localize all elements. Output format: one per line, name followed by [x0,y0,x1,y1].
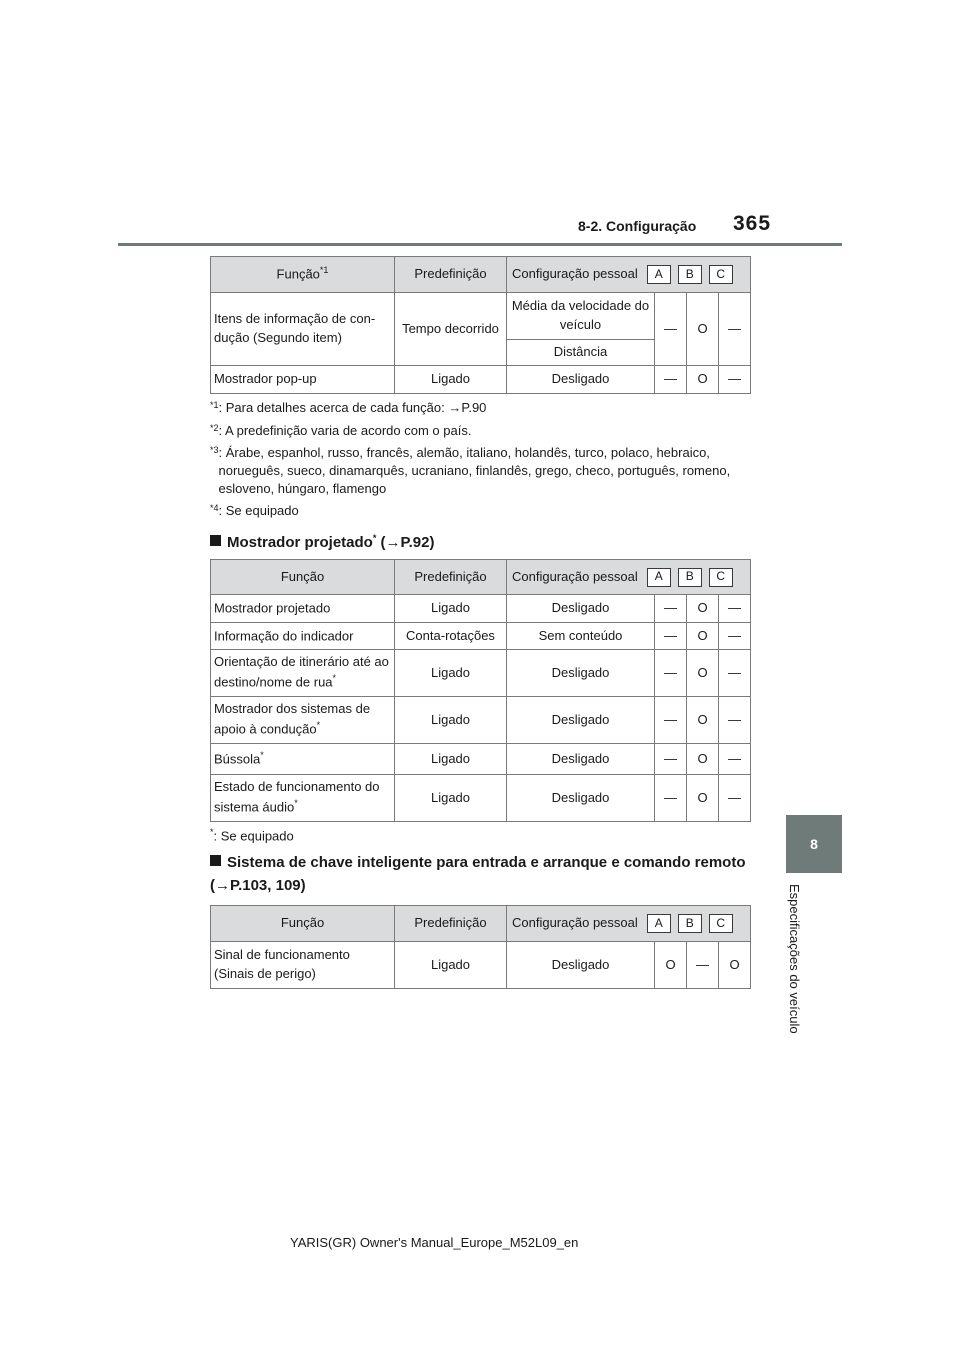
settings-table-3 [210,905,751,989]
c-cell: — [719,775,751,822]
letter-b-box: B [678,568,702,587]
default-cell: Ligado [395,775,507,822]
table-row [211,595,751,623]
function-cell: Mostrador projetado [211,595,395,623]
custom-cell: Desligado [507,775,655,822]
settings-table-1 [210,256,751,394]
b-cell: O [687,366,719,394]
section-heading-head-up-display: Mostrador projetado* (→P.92) [210,532,434,555]
b-cell: O [687,595,719,623]
function-cell: Itens de informação de con-dução (Segundo item) [211,293,395,366]
letter-a-box: A [647,914,671,933]
b-cell: O [687,623,719,650]
letter-b-box: B [678,914,702,933]
header-rule [118,243,842,246]
function-cell: Estado de funcionamento do sistema áudio* [211,775,395,822]
c-cell: — [719,623,751,650]
function-cell: Informação do indicador [211,623,395,650]
a-cell: — [655,366,687,394]
option-cell: Distância [507,340,655,366]
c-cell: — [719,697,751,744]
c-cell: — [719,650,751,697]
custom-cell: Desligado [507,650,655,697]
table-row [211,366,751,394]
custom-cell: Sem conteúdo [507,623,655,650]
c-cell: — [719,744,751,775]
table-row [211,744,751,775]
square-bullet-icon [210,535,221,546]
c-cell: — [719,595,751,623]
b-cell: O [687,744,719,775]
option-cell: Média da velocidade do veículo [507,293,655,340]
section-heading-smart-key: Sistema de chave inteligente para entrada e arranque e comando remoto (→P.103, 109) [210,854,746,894]
table-row [211,942,751,989]
header-custom: Configuração pessoal A B C [507,257,751,293]
footnote: $^{*1}$ : Para detalhes acerca de cada função: →P.90 [210,400,487,415]
a-cell: — [655,293,687,366]
footnote: *: Se equipado [210,827,294,844]
letter-c-box: C [709,265,733,284]
letter-b-box: B [678,265,702,284]
a-cell: — [655,775,687,822]
a-cell: — [655,744,687,775]
custom-cell: Desligado [507,595,655,623]
default-cell: Ligado [395,744,507,775]
c-cell: — [719,366,751,394]
a-cell: — [655,697,687,744]
c-cell: O [719,942,751,989]
a-cell: — [655,650,687,697]
chapter-number: 8 [810,836,818,852]
footnotes [210,399,770,524]
c-cell: — [719,293,751,366]
table-row [211,775,751,822]
custom-cell: Desligado [507,744,655,775]
square-bullet-icon [210,855,221,866]
header-function: Função$^{*1}$ [211,257,395,293]
function-cell: Mostrador dos sistemas de apoio à condução* [211,697,395,744]
table-header-row [211,560,751,595]
b-cell: O [687,293,719,366]
letter-c-box: C [709,914,733,933]
footnote: $^{*3}$ : Árabe, espanhol, russo, francês, alemão, italiano, holandês, turco, polaco, hebraico, norueguês, sueco, dinamarquês, ucraniano, finlandês, grego, checo, português, romeno, esloveno, húngaro, flamengo [210,445,731,497]
function-cell: Sinal de funcionamento (Sinais de perigo) [211,942,395,989]
table-row [211,650,751,697]
header-default: Predefinição [395,560,507,595]
header-default: Predefinição [395,257,507,293]
a-cell: — [655,595,687,623]
default-cell: Ligado [395,942,507,989]
a-cell: — [655,623,687,650]
function-cell: Bússola* [211,744,395,775]
table-header-row [211,257,751,293]
section-title: 8-2. Configuração [578,218,697,234]
custom-cell: Desligado [507,366,655,394]
page-number: 365 [733,212,772,235]
custom-cell: Desligado [507,942,655,989]
header-custom: Configuração pessoal A B C [507,906,751,942]
b-cell: — [687,942,719,989]
chapter-tab [786,815,842,873]
chapter-label [782,884,806,1084]
b-cell: O [687,775,719,822]
table-row [211,697,751,744]
chapter-label-text: Especificações do veículo [787,884,802,1034]
default-cell: Tempo decorrido [395,293,507,366]
a-cell: O [655,942,687,989]
table-header-row [211,906,751,942]
header-default: Predefinição [395,906,507,942]
default-cell: Ligado [395,366,507,394]
letter-a-box: A [647,568,671,587]
settings-table-2 [210,559,751,822]
footnote: $^{*2}$ : A predefinição varia de acordo com o país. [210,422,472,438]
table-row [211,293,751,340]
function-cell: Mostrador pop-up [211,366,395,394]
custom-cell: Desligado [507,697,655,744]
default-cell: Conta-rotações [395,623,507,650]
b-cell: O [687,697,719,744]
footnote: $^{*4}$ : Se equipado [210,502,299,518]
letter-a-box: A [647,265,671,284]
header-custom: Configuração pessoal A B C [507,560,751,595]
function-cell: Orientação de itinerário até ao destino/nome de rua* [211,650,395,697]
header-function: Função [211,560,395,595]
b-cell: O [687,650,719,697]
header-function: Função [211,906,395,942]
table-row [211,623,751,650]
default-cell: Ligado [395,650,507,697]
letter-c-box: C [709,568,733,587]
footer-manual-id: YARIS(GR) Owner's Manual_Europe_M52L09_en [290,1235,579,1250]
default-cell: Ligado [395,697,507,744]
default-cell: Ligado [395,595,507,623]
